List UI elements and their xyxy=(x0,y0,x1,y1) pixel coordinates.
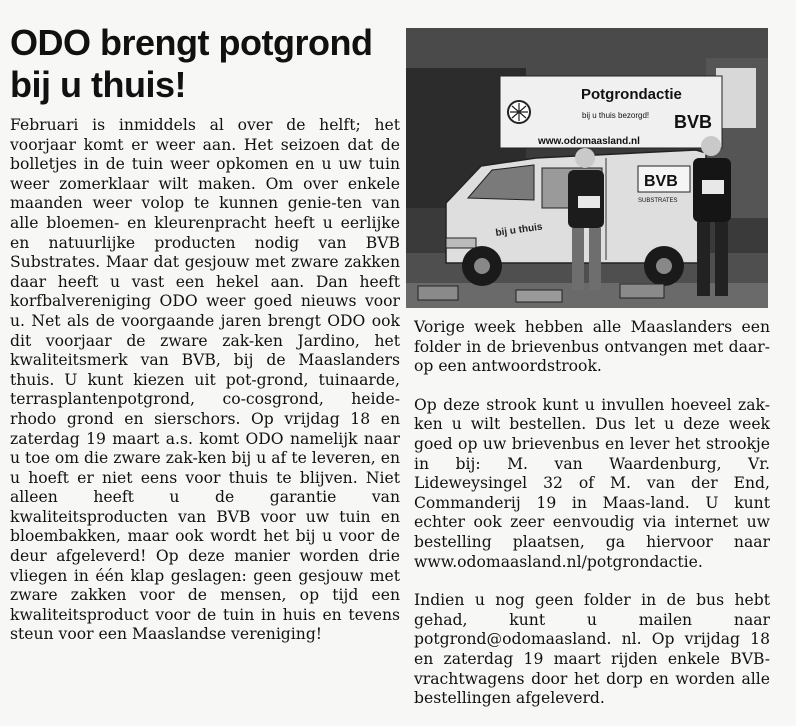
article-body-right-column xyxy=(414,318,770,728)
article-photo xyxy=(406,28,768,308)
article-body-left-column: Februari is inmiddels al over de helft; het voorjaar komt er weer aan. Het seizoen dat de bolletjes in de tuin weer opkomen en u uw tuin weer zomerklaar wilt maken. Om over enkele maanden weer volop te kunnen genie-ten van alle bloemen- en kleurenpracht heeft u eerlijke en natuurlijke producten nodig van BVB Substrates. Maar dat gesjouw met zware zakken daar heeft u vast een hekel aan. Dan heeft korfbalvereniging ODO weer goed nieuws voor u. Net als de voorgaande jaren brengt ODO ook dit voorjaar de zware zak-ken Jardino, het kwaliteitsmerk van BVB, bij de Maaslanders thuis. U kunt kiezen uit pot-grond, tuinaarde, terrasplantenpotgrond, co-cosgrond, heide-rhodo grond en sierschors. Op vrijdag 18 en zaterdag 19 maart a.s. komt ODO namelijk naar u toe om die zware zak-ken bij u af te leveren, en u hoeft er niet eens voor thuis te blijven. Niet alleen heeft u de garantie van kwaliteitsproducten van BVB voor uw tuin en bloembakken, maar ook wordt het bij u voor de deur afgeleverd! Op deze manier worden drie vliegen in één klap geslagen: geen gesjouw met zware zakken voor de mensen, op tijd een kwaliteitsproduct voor de tuin in huis en tevens steun voor een Maaslandse vereniging! xyxy=(10,116,400,644)
paragraph-email-delivery: Indien u nog geen folder in de bus hebt gehad, kunt u mailen naar potgrond@odomaasland. nl. Op vrijdag 18 en zaterdag 19 maart rijden enkele BVB- vrachtwagens door het dorp en worden alle bestellingen afgeleverd. xyxy=(414,591,770,708)
paragraph-folder: Vorige week hebben alle Maaslanders een folder in de brievenbus ontvangen met daar-op een antwoordstrook. xyxy=(414,318,770,376)
banner-subtitle: bij u thuis bezorgd! xyxy=(582,111,650,120)
van-brand-sub: SUBSTRATES xyxy=(638,198,678,204)
article-headline: ODO brengt potgrond bij u thuis! xyxy=(10,22,373,105)
paragraph-order-strip: Op deze strook kunt u invullen hoeveel zak-ken u wilt bestellen. Dus let u deze week goed op uw brievenbus en lever het strookje in bij: M. van Waardenburg, Vr. Lideweysingel 32 of M. van der End, Commanderij 19 in Maas-land. U kunt echter ook zeer eenvoudig via internet uw bestelling plaatsen, ga hiervoor naar www.odomaasland.nl/potgrondactie. xyxy=(414,395,770,571)
banner-brand: BVB xyxy=(674,112,713,132)
van-side-text: bij u thuis xyxy=(494,221,544,239)
banner-title: Potgrondactie xyxy=(581,86,682,103)
potgrondactie-banner xyxy=(500,76,722,148)
van-brand: BVB xyxy=(644,173,678,190)
banner-url: www.odomaasland.nl xyxy=(538,136,640,147)
photo-illustration xyxy=(406,28,768,308)
